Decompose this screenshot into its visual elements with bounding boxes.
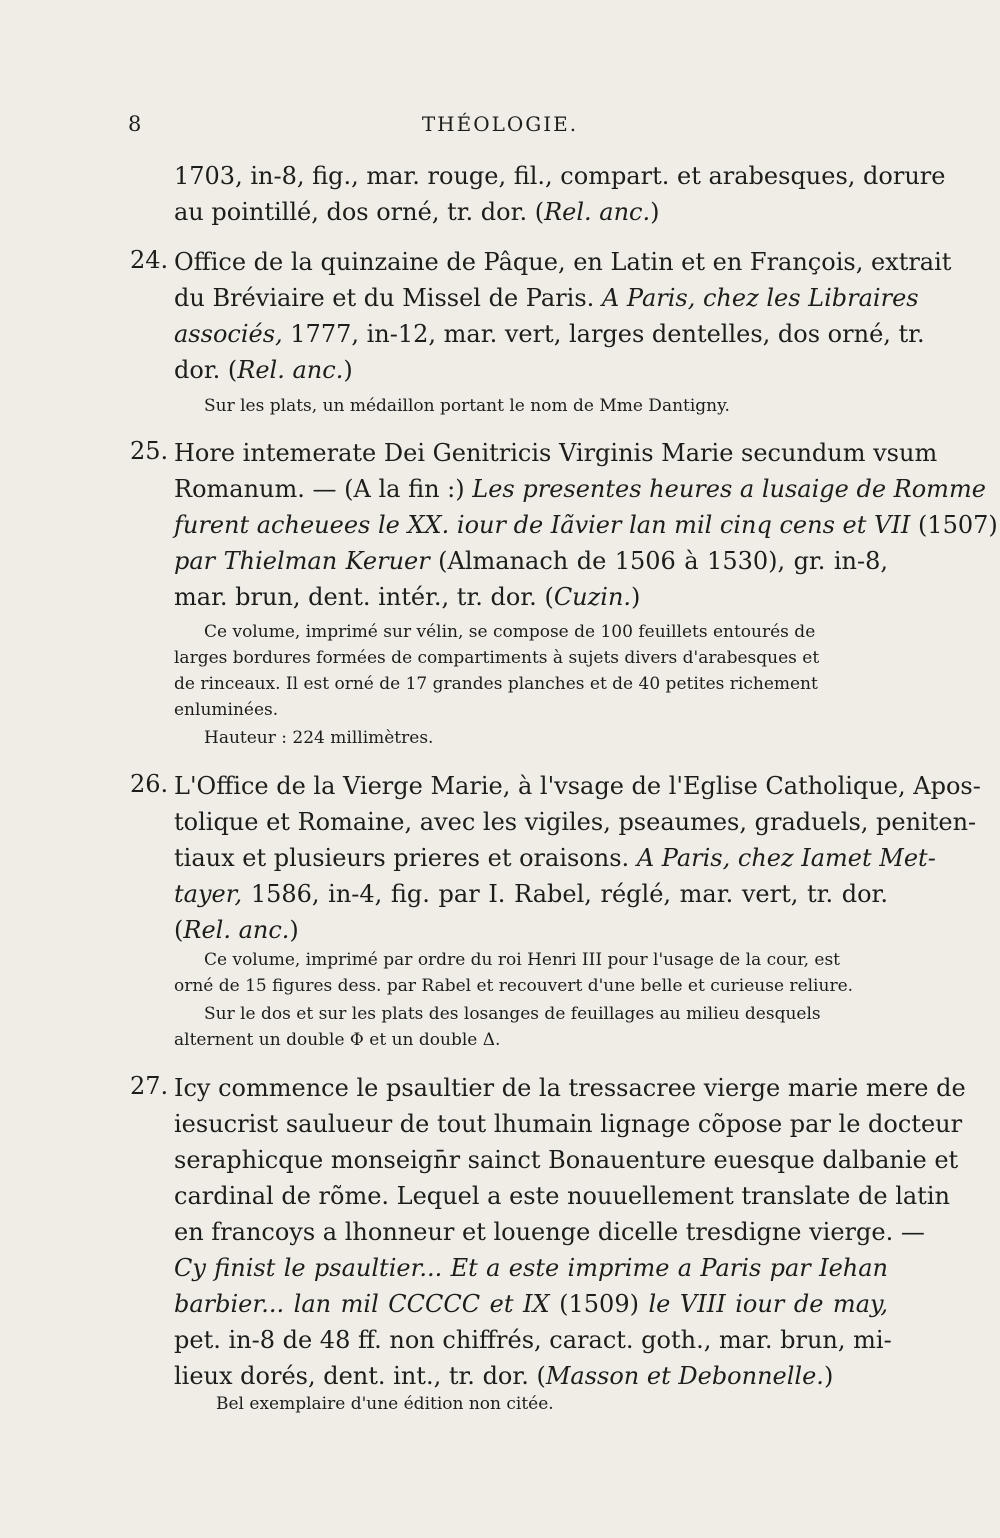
entry-27-line-4: cardinal de rõme. Lequel a este nouuellement translate de latin	[174, 1182, 950, 1210]
entry-27-line-6: Cy finist le psaultier... Et a este imprime a Paris par Iehan	[174, 1254, 888, 1282]
entry-24-line-3: associés, 1777, in-12, mar. vert, larges dentelles, dos orné, tr.	[174, 320, 925, 348]
entry-25-note-1: Ce volume, imprimé sur vélin, se compose de 100 feuillets entourés de	[204, 622, 816, 642]
entry-24-line-4: dor. (Rel. anc.)	[174, 356, 353, 384]
entry-number-24: 24.	[130, 246, 169, 274]
entry-26-line-3: tiaux et plusieurs prieres et oraisons. A Paris, chez Iamet Met-	[174, 844, 936, 872]
entry-27-line-3: seraphicque monseign̄r sainct Bonauenture euesque dalbanie et	[174, 1146, 959, 1174]
entry-number-26: 26.	[130, 770, 169, 798]
entry-26-line-2: tolique et Romaine, avec les vigiles, pseaumes, graduels, peniten-	[174, 808, 977, 836]
continuation-line-1: 1703, in-8, fig., mar. rouge, fil., compart. et arabesques, dorure	[174, 162, 946, 190]
entry-24-line-2: du Bréviaire et du Missel de Paris. A Paris, chez les Libraires	[174, 284, 919, 312]
entry-27-line-7: barbier... lan mil CCCCC et IX (1509) le VIII iour de may,	[174, 1290, 889, 1318]
entry-24-note: Sur les plats, un médaillon portant le nom de Mme Dantigny.	[204, 396, 730, 416]
entry-26-line-4: tayer, 1586, in-4, fig. par I. Rabel, réglé, mar. vert, tr. dor.	[174, 880, 888, 908]
entry-26-line-5: (Rel. anc.)	[174, 916, 299, 944]
entry-27-line-1: Icy commence le psaultier de la tressacree vierge marie mere de	[174, 1074, 966, 1102]
entry-25-note-2: larges bordures formées de compartiments à sujets divers d'arabesques et	[174, 648, 820, 668]
entry-26-note-2: orné de 15 figures dess. par Rabel et recouvert d'une belle et curieuse reliure.	[174, 976, 854, 996]
entry-25-line-4: par Thielman Keruer (Almanach de 1506 à 1530), gr. in-8,	[174, 547, 888, 575]
entry-27-note: Bel exemplaire d'une édition non citée.	[216, 1394, 554, 1414]
running-title: THÉOLOGIE.	[421, 112, 579, 136]
entry-25-height: Hauteur : 224 millimètres.	[204, 728, 434, 748]
entry-25-line-5: mar. brun, dent. intér., tr. dor. (Cuzin.)	[174, 583, 641, 611]
entry-24-line-1: Office de la quinzaine de Pâque, en Latin et en François, extrait	[174, 248, 952, 276]
entry-25-line-3: furent acheuees le XX. iour de Iãvier lan mil cinq cens et VII (1507)	[174, 511, 998, 539]
entry-25-line-2: Romanum. — (A la fin :) Les presentes heures a lusaige de Romme	[174, 475, 986, 503]
entry-number-27: 27.	[130, 1072, 169, 1100]
entry-26-note-1: Ce volume, imprimé par ordre du roi Henri III pour l'usage de la cour, est	[204, 950, 841, 970]
entry-25-line-1: Hore intemerate Dei Genitricis Virginis Marie secundum vsum	[174, 439, 938, 467]
entry-27-line-8: pet. in-8 de 48 ff. non chiffrés, caract. goth., mar. brun, mi-	[174, 1326, 892, 1354]
continuation-line-2: au pointillé, dos orné, tr. dor. (Rel. anc.)	[174, 198, 660, 226]
entry-26-line-1: L'Office de la Vierge Marie, à l'vsage de l'Eglise Catholique, Apos-	[174, 772, 981, 800]
entry-27-line-9: lieux dorés, dent. int., tr. dor. (Masson et Debonnelle.)	[174, 1362, 834, 1390]
entry-27-line-2: iesucrist saulueur de tout lhumain lignage cõpose par le docteur	[174, 1110, 963, 1138]
entry-25-note-3: de rinceaux. Il est orné de 17 grandes planches et de 40 petites richement	[174, 674, 818, 694]
entry-25-note-4: enluminées.	[174, 700, 279, 720]
entry-27-line-5: en francoys a lhonneur et louenge dicelle tresdigne vierge. —	[174, 1218, 925, 1246]
entry-26-note-4: alternent un double Φ et un double Δ.	[174, 1030, 501, 1050]
page-number: 8	[128, 112, 142, 136]
entry-number-25: 25.	[130, 437, 169, 465]
entry-26-note-3: Sur le dos et sur les plats des losanges de feuillages au milieu desquels	[204, 1004, 821, 1024]
